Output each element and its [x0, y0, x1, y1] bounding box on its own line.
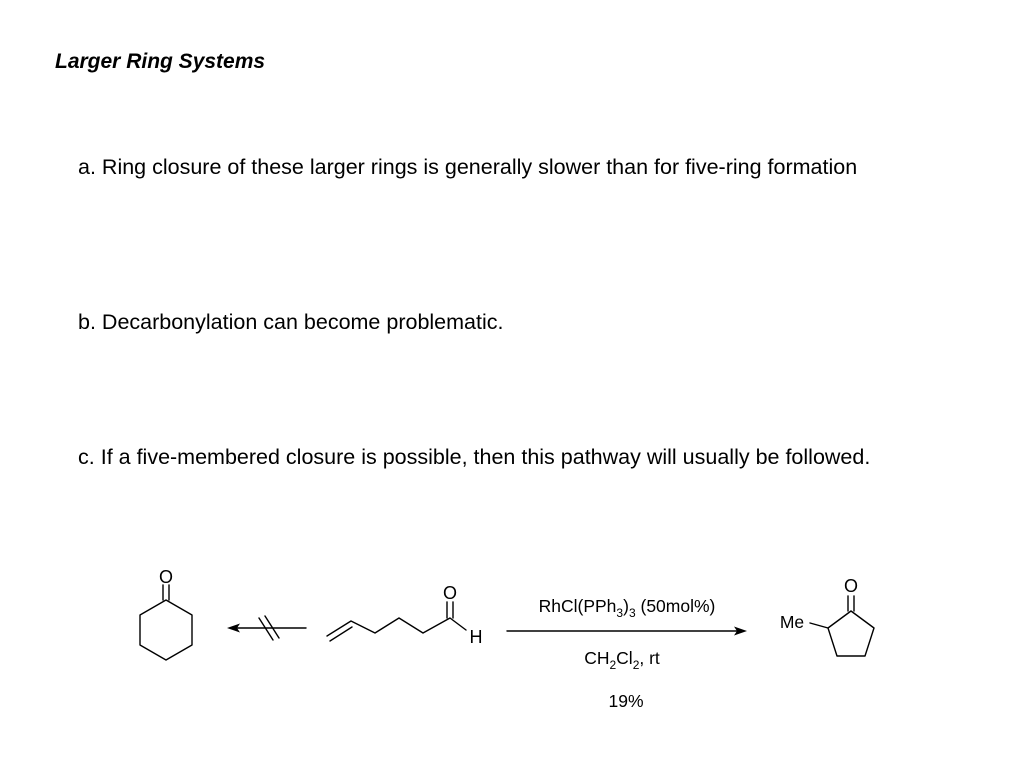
point-c — [78, 441, 958, 473]
point-a-text: Ring closure of these larger rings is generally slower than for five-ring formation — [101, 155, 858, 179]
point-b-label: b. — [78, 310, 96, 334]
cyclohexane-ring — [140, 600, 192, 660]
blocked-arrow — [227, 616, 306, 640]
solvent-label: $CH_2Cl_2$, rt — [584, 648, 660, 672]
point-b — [78, 306, 958, 338]
point-c-label: c. — [78, 445, 95, 469]
reaction-scheme — [0, 540, 1024, 768]
product-methyl-bond — [810, 623, 828, 628]
substrate-oxygen-label: O — [442, 583, 458, 603]
yield-label: 19% — [608, 691, 644, 711]
cyclohexanone-structure — [140, 567, 192, 660]
product-methyl-label: Me — [779, 612, 805, 632]
reaction-arrow — [507, 627, 747, 636]
substrate-alkene-second-bond — [330, 627, 352, 641]
substrate-structure — [327, 583, 483, 647]
point-c-text: If a five-membered closure is possible, then this pathway will usually be followed. — [100, 445, 871, 469]
point-a — [78, 151, 958, 183]
point-b-text: Decarbonylation can become problematic. — [101, 310, 504, 334]
reagent-label: $RhCl(PPh_3)_3$ (50mol%) — [538, 596, 716, 620]
blocked-arrow-cross-2 — [265, 616, 279, 638]
cyclopentane-ring — [828, 611, 874, 656]
blocked-arrow-cross-1 — [259, 618, 273, 640]
product-structure — [780, 576, 874, 656]
substrate-hydrogen-label: H — [469, 627, 483, 647]
point-a-label: a. — [78, 155, 96, 179]
cyclohexanone-oxygen-label: O — [158, 567, 174, 587]
slide-title: Larger Ring Systems — [55, 50, 266, 73]
product-oxygen-label: O — [843, 576, 859, 596]
substrate-skeleton — [327, 618, 466, 636]
